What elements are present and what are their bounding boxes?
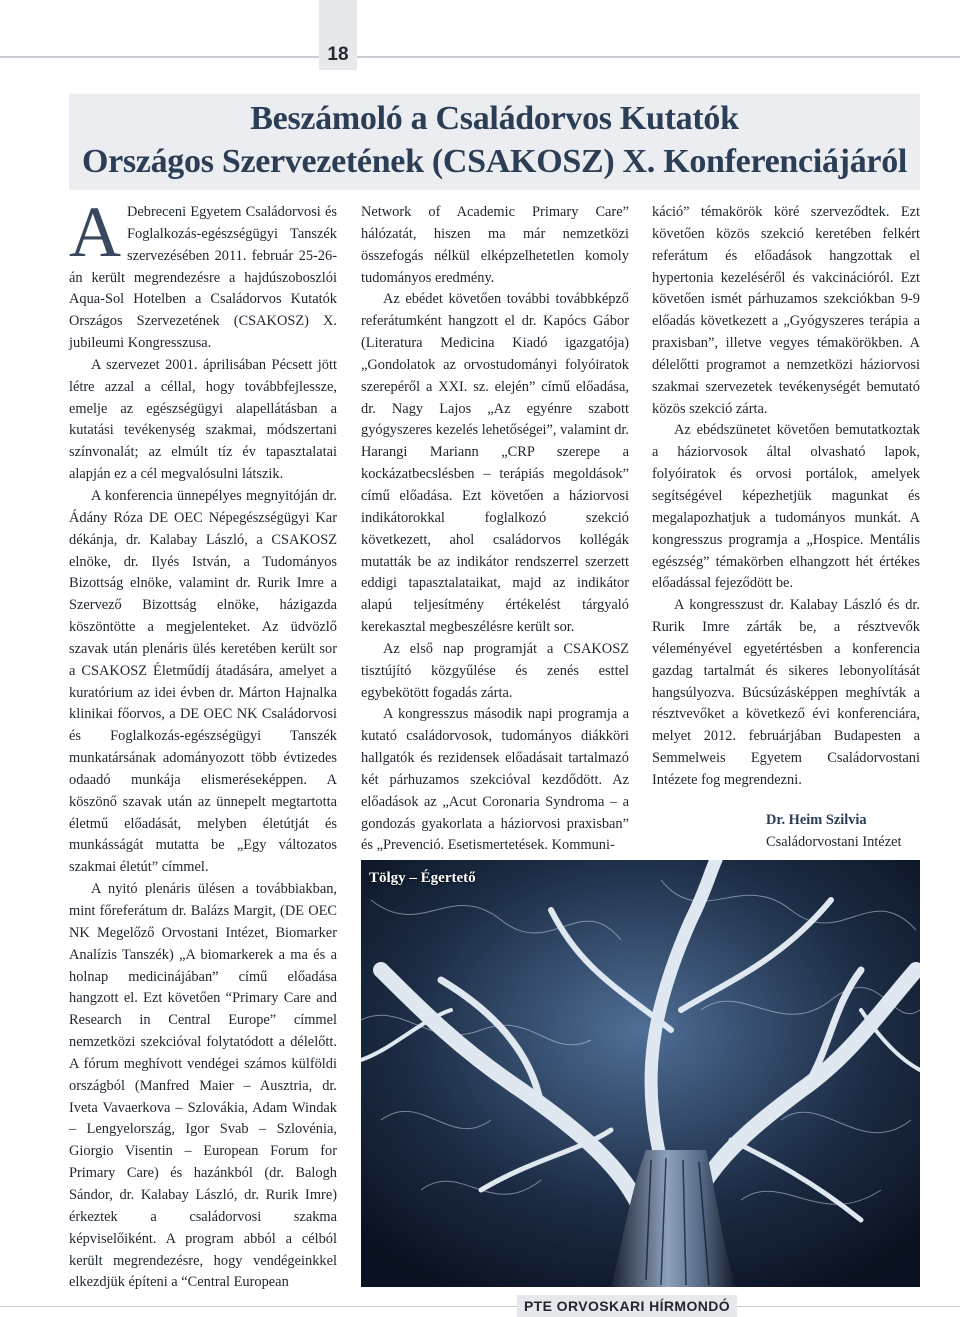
footer-publication: PTE ORVOSKARI HÍRMONDÓ bbox=[517, 1295, 737, 1317]
page-number: 18 bbox=[327, 44, 349, 65]
photo-caption: Tölgy – Égertető bbox=[369, 870, 476, 886]
paragraph: Az ebédszünetet követően bemutatkoztak a háziorvosok által olvasható lapok, folyóiratok és orvosi portálok, amelyek segítségével képezhetjük magunkat és megalapozhatjuk a tudományos munkát. A kongresszus programja a „Hospice. Mentális egészség” témakörben elhangzott hét értékes előadással fejeződött be. bbox=[652, 422, 920, 592]
paragraph: A nyitó plenáris ülésen a továbbiakban, mint főreferátum dr. Balázs Margit, (DE OEC NK Megelőző Orvostani Intézet, Biomarker Analízis Tanszék) „A biomarkerek a ma és a holnap medicinájában” című előadása hangzott el. Ezt követően “Primary Care and Research in Central Europe” címmel nemzetközi szekcióval folytatódott a délelőtt. A fórum meghívott vendégei számos külföldi országból (Manfred Maier – Ausztria, dr. Iveta Vavaerkova – Szlovákia, Adam Windak – Lengyelország, Igor Svab – Szlovénia, Giorgio Visentin – European Forum for Primary Care) és hazánkból (dr. Balogh Sándor, dr. Kalabay László, dr. Rurik Imre) érkeztek a családorvosi szakma képviselőiként. A program abból a célból került megrendezésre, hogy vendégeinkkel elkezdjük építeni a “Central European bbox=[69, 881, 337, 1291]
paragraph: A szervezet 2001. áprilisában Pécsett jött létre azzal a céllal, hogy továbbfejlessze, emelje az egészségügyi alapellátásban a kutatási tevékenység szakmai, módszertani színvonalát; az elmúlt tíz év tapasztalatai alapján ez a cél megvalósulni látszik. bbox=[69, 356, 337, 483]
column-1 bbox=[69, 192, 337, 1294]
paragraph: Az első nap programját a CSAKOSZ tisztújító közgyűlése és zenés esttel egybekötött fogadás zárta. bbox=[361, 640, 629, 701]
article-title-line2: Országos Szervezetének (CSAKOSZ) X. Konferenciájáról bbox=[81, 143, 908, 180]
top-rule bbox=[0, 56, 960, 58]
signature-institute: Családorvostani Intézet bbox=[766, 834, 902, 850]
column-2 bbox=[361, 202, 629, 857]
paragraph: A konferencia ünnepélyes megnyitóján dr. Ádány Róza DE OEC Népegészségügyi Kar dékánja, dr. Kalabay László, a CSAKOSZ elnöke, dr. Ilyés István, a Tudományos Bizottság elnöke, valamint dr. Rurik Imre a Szervező Bizottság elnöke, házigazda köszöntötte a megjelenteket. Az üdvözlő szavak után plenáris ülés keretében került sor a CSAKOSZ Életműdíj átadására, amelyet a kuratórium az idei évben dr. Márton Hajnalka klinikai főorvos, a DE OEC NK Családorvosi és Foglalkozás-egészségügyi Tanszék munkatársának adományozott több évtizedes odaadó munkája elismeréseképpen. A köszönő szavak után az ünnepelt megtartotta életmű előadását, melyben életútját és munkásságát mutatta be „Egy változatos szakmai életút” címmel. bbox=[69, 487, 337, 876]
article-title-line1: Beszámoló a Családorvos Kutatók bbox=[250, 100, 739, 137]
paragraph: Az ebédet követően további továbbképző referátumként hangzott el dr. Kapócs Gábor (Literatura Medicina Kiadó igazgatója) „Gondolatok az orvostudományi folyóiratok szerepéről a XXI. sz. elején” című előadása, dr. Nagy Lajos „Az egyénre szabott gyógyszeres kezelés lehetőségei”, valamint dr. Harangi Mariann „CRP szerepe a kockázatbecslésben – terápiás megoldások” című előadása. Ezt követően a háziorvosi indikátorokkal foglalkozó szekció következett, ahol családorvos kollégák mutatták be az indikátor rendszerrel szerzett eddigi tapasztalataikat, majd az indikátor alapú teljesítmény értékelést tárgyaló kerekasztal megbeszélésre került sor. bbox=[361, 291, 629, 636]
paragraph-text: Debreceni Egyetem Családorvosi és Foglalkozás-egészségügyi Tanszék szervezésében 2011. február 25-26-án került megrendezésre a hajdúszoboszlói Aqua-Sol Hotelben a Családorvos Kutatók Országos Szervezetének (CSAKOSZ) X. jubileumi Kongresszusa. bbox=[69, 204, 337, 352]
paragraph: A kongresszust dr. Kalabay László és dr. Rurik Imre zárták be, a résztvevők véleményével egyetértésben a konferencia gazdag tartalmát és sikeres lebonyolítását hangsúlyozva. Búcsúzásképpen meghívták a résztvevőket a következő évi konferenciára, melyet 2012. februárjában Budapesten a Semmelweis Egyetem Családorvostani Intézete fog megrendezni. bbox=[652, 597, 920, 788]
paragraph bbox=[69, 192, 337, 355]
signature-name: Dr. Heim Szilvia bbox=[766, 812, 867, 828]
bottom-rule bbox=[0, 1306, 960, 1307]
tree-photo bbox=[361, 860, 920, 1287]
tree-illustration bbox=[361, 860, 920, 1287]
paragraph: Network of Academic Primary Care” hálózatát, hiszen ma már nemzetközi összefogás nélkül elképzelhetetlen komoly tudományos eredmény. bbox=[361, 204, 629, 286]
paragraph: káció” témakörök köré szerveződtek. Ezt követően közös szekció keretében felkért referátum és előadások hangzottak el hypertonia kezeléséről és vakcinációról. Ezt követően ismét párhuzamos szekciókban 9-9 előadás következett a „Gyógyszeres terápia a praxisban”, illetve vegyes témakörökben. A délelőtti programot a nemzetközi háziorvosi szakmai szervezetek tevékenységét bemutató közös szekció zárta. bbox=[652, 204, 920, 417]
drop-cap: A bbox=[69, 192, 121, 272]
column-3 bbox=[652, 202, 920, 792]
paragraph: A kongresszus második napi programja a kutató családorvosok, tudományos diákköri hallgatók és rezidensek előadásait tartalmazó két párhuzamos szekcióval kezdődött. Az előadások az „Acut Coronaria Syndroma – a gondozás gyakorlata a háziorvosi praxisban” és „Prevenció. Esetismertetések. Kommuni- bbox=[361, 706, 629, 854]
